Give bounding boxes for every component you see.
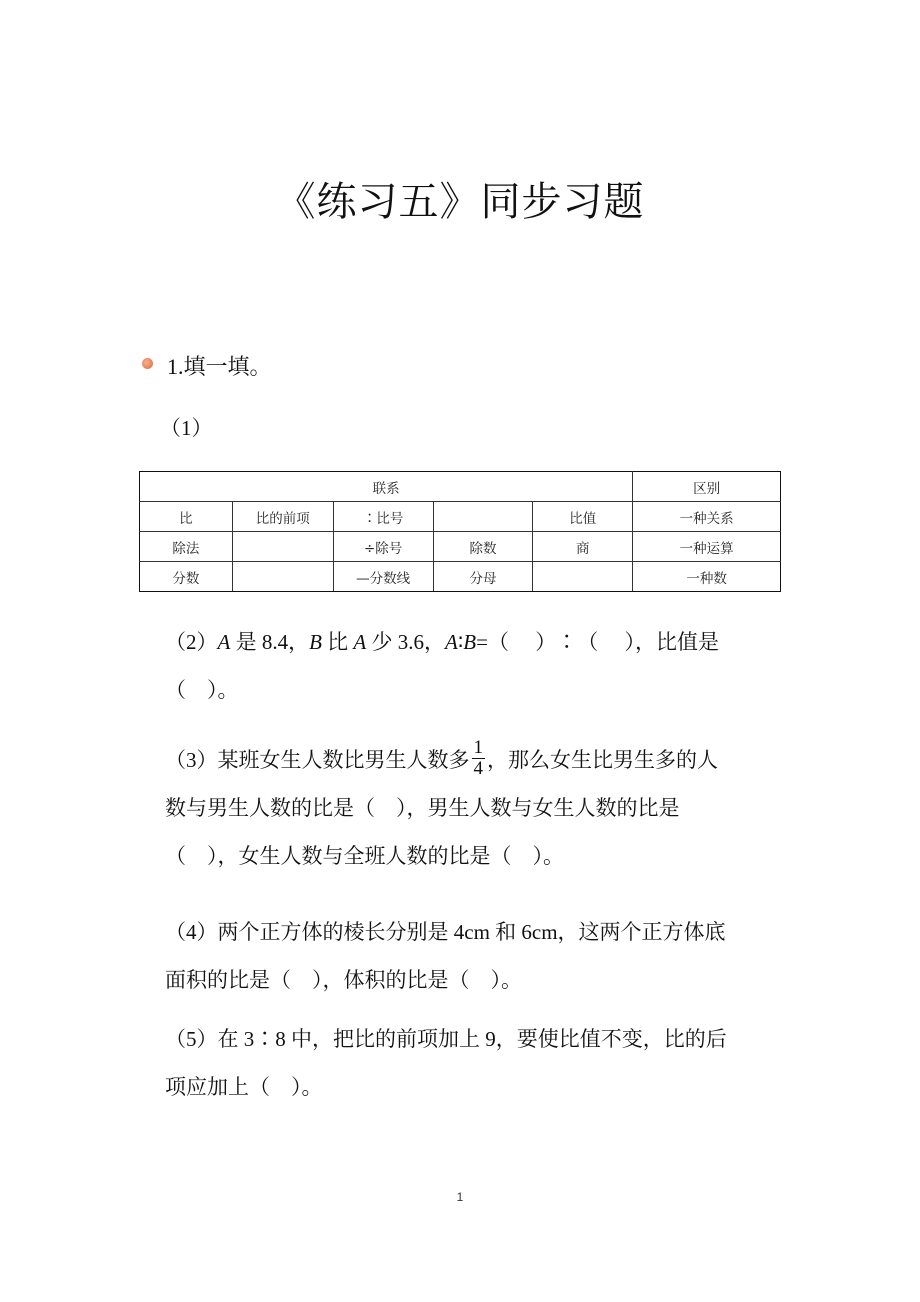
document-title: 《练习五》同步习题 [275,179,645,225]
question-5-line-1: （5）在 3∶8 中，把比的前项加上 9，要使比值不变，比的后 [165,1027,727,1051]
table-row [140,502,781,532]
var-b: B [463,630,477,654]
comparison-table [139,471,781,592]
table-cell: 分母 [433,562,533,592]
text: =（ ）∶（ ），比值是 [476,630,719,654]
question-3 [165,736,785,880]
table-cell: 比的前项 [232,502,333,532]
section-label: 1.填一填。 [167,354,272,379]
question-2 [165,618,785,714]
table-cell: 商 [533,532,633,562]
table-cell: 比值 [533,502,633,532]
fraction [472,738,486,779]
table-cell: 一种数 [633,562,781,592]
text: 比 [321,630,354,654]
text: ∶ [457,630,464,654]
question-1-label: （1） [160,416,213,440]
table-row [140,532,781,562]
table-cell-blank[interactable] [433,502,533,532]
question-3-line-1 [165,736,785,784]
section-heading [142,350,272,381]
var-a: A [217,630,231,654]
question-3-line-2: 数与男生人数的比是（ ），男生人数与女生人数的比是 [165,796,680,820]
table-cell: 一种关系 [633,502,781,532]
var-b: B [309,630,322,654]
text: （3）某班女生人数比男生人数多 [165,748,470,772]
table-cell: 分数 [140,562,233,592]
var-a: A [353,630,367,654]
header-qubie: 区别 [633,472,781,502]
text: 是 8.4， [230,630,310,654]
question-5 [165,1015,785,1111]
fraction-numerator: 1 [473,736,483,758]
table-row [140,562,781,592]
bullet-icon [142,358,153,369]
table-cell: ÷除号 [333,532,433,562]
table-header-row [140,472,781,502]
text: （2） [165,630,218,654]
table-cell-blank[interactable] [533,562,633,592]
table-cell-blank[interactable] [232,562,333,592]
fraction-denominator: 4 [473,757,483,779]
table-cell-blank[interactable] [232,532,333,562]
table-cell: ∶比号 [333,502,433,532]
table-cell: 除数 [433,532,533,562]
question-5-line-2: 项应加上（ ）。 [165,1075,323,1099]
table-cell: 除法 [140,532,233,562]
question-2-line-2: （ ）。 [165,678,239,702]
page-number: 1 [456,1190,464,1204]
header-lianxi: 联系 [140,472,633,502]
question-4-line-1: （4）两个正方体的棱长分别是 4cm 和 6cm，这两个正方体底 [165,920,726,944]
question-2-line-1 [165,618,785,666]
table-cell: 一种运算 [633,532,781,562]
table-cell: —分数线 [333,562,433,592]
question-3-line-3: （ ），女生人数与全班人数的比是（ ）。 [165,844,564,868]
text: 少 3.6， [366,630,445,654]
var-a: A [444,630,458,654]
table-cell: 比 [140,502,233,532]
text: ，那么女生比男生多的人 [487,748,718,772]
question-4-line-2: 面积的比是（ ），体积的比是（ ）。 [165,968,522,992]
question-4 [165,908,785,1004]
